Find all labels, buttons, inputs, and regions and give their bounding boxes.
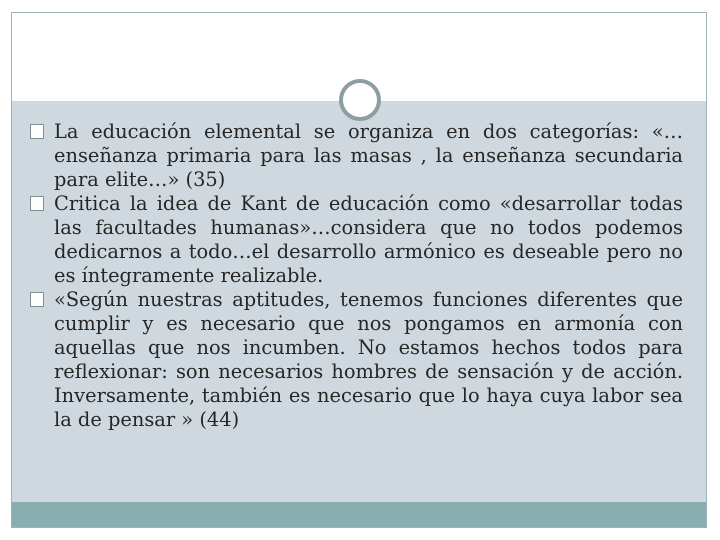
bullet-text: Critica la idea de Kant de educación como «desarrollar todas las facultades humanas»…considera que no todos podemos dedicarnos a todo…el desarrollo armónico es deseable pero no es íntegramente realizable. [54, 192, 683, 287]
bullet-item [30, 192, 683, 288]
bullet-text: «Según nuestras aptitudes, tenemos funciones diferentes que cumplir y es necesario que nos pongamos en armonía con aquellas que nos incumben. No estamos hechos todos para reflexionar: son necesarios hombres de sensación y de acción. Inversamente, también es necesario que lo haya cuya labor sea la de pensar » (44) [54, 288, 683, 431]
box-bullet-icon [30, 292, 44, 307]
bullet-list [30, 120, 683, 432]
footer-bar [12, 502, 706, 527]
circle-ornament-icon [339, 79, 381, 121]
bullet-item [30, 120, 683, 192]
box-bullet-icon [30, 124, 44, 139]
bullet-item [30, 288, 683, 432]
box-bullet-icon [30, 196, 44, 211]
bullet-text: La educación elemental se organiza en dos categorías: «…enseñanza primaria para las masas , la enseñanza secundaria para elite…» (35) [54, 120, 683, 191]
